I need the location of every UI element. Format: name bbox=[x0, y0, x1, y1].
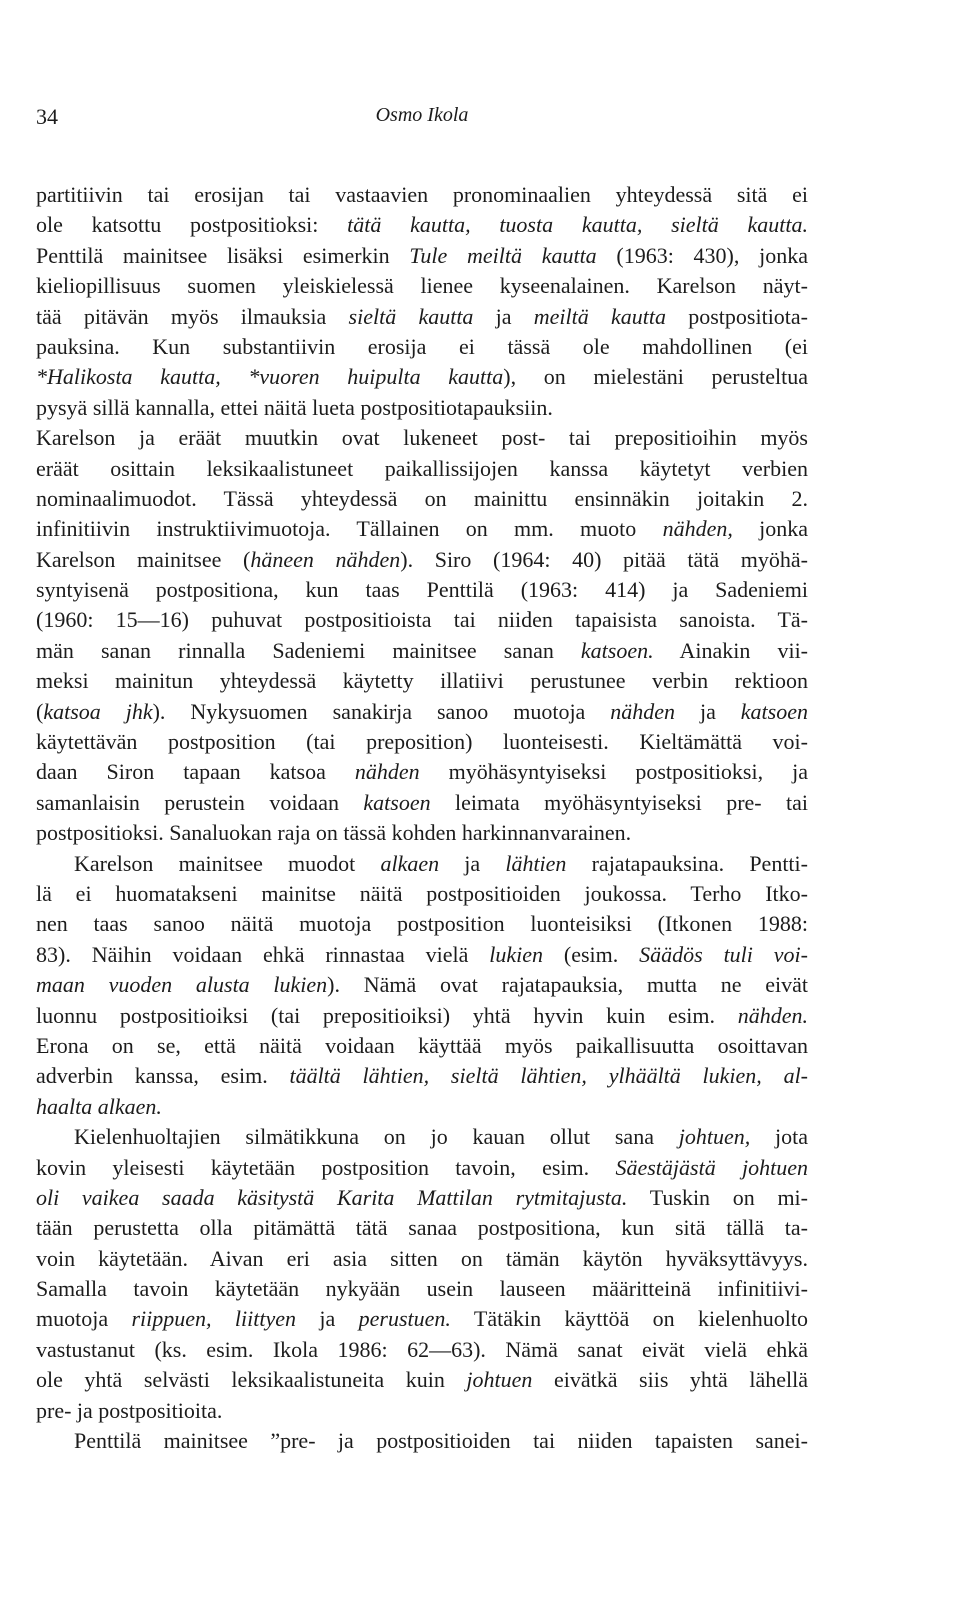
text-line: partitiivin tai erosijan tai vastaavien pronominaalien yhteydessä sitä ei bbox=[36, 182, 808, 207]
text-line: Penttilä mainitsee lisäksi esimerkin Tule meiltä kautta (1963: 430), jonka bbox=[36, 242, 808, 268]
text-line: Karelson mainitsee muodot alkaen ja lähtien rajatapauksina. Pentti- bbox=[74, 850, 808, 876]
text-line: kieliopillisuus suomen yleiskielessä lienee kyseenalainen. Karelson näyt- bbox=[36, 273, 808, 299]
text-line: tää pitävän myös ilmauksia sieltä kautta ja meiltä kautta postpositiota- bbox=[36, 303, 808, 329]
text-line: postpositioksi. Sanaluokan raja on tässä kohden harkinnanvarainen. bbox=[36, 820, 632, 846]
text-line: meksi mainitun yhteydessä käytetty illatiivi perustunee verbin rektioon bbox=[36, 668, 808, 694]
text-line: voin käytetään. Aivan eri asia sitten on tämän käytön hyväksyttävyys. bbox=[36, 1245, 808, 1271]
text-line: Karelson mainitsee (häneen nähden). Siro (1964: 40) pitää tätä myöhä- bbox=[36, 546, 808, 572]
text-line: pysyä sillä kannalla, ettei näitä lueta postpositiotapauksiin. bbox=[36, 394, 553, 420]
running-head: Osmo Ikola bbox=[375, 104, 469, 126]
text-line: daan Siron tapaan katsoa nähden myöhäsyntyiseksi postpositioksi, ja bbox=[36, 759, 808, 785]
text-line: Kielenhuoltajien silmätikkuna on jo kauan ollut sana johtuen, jota bbox=[74, 1124, 808, 1150]
text-line: samanlaisin perustein voidaan katsoen leimata myöhäsyntyiseksi pre- tai bbox=[36, 789, 808, 815]
text-line: Samalla tavoin käytetään nykyään usein lauseen määritteinä infinitiivi- bbox=[36, 1276, 808, 1302]
text-line: tään perustetta olla pitämättä tätä sanaa postpositiona, kun sitä tällä ta- bbox=[36, 1215, 808, 1241]
text-line: luonnu postpositioiksi (tai prepositioiksi) yhtä hyvin kuin esim. nähden. bbox=[36, 1002, 808, 1028]
body-text bbox=[36, 180, 808, 1456]
text-line: (1960: 15—16) puhuvat postpositioista tai niiden tapaisista sanoista. Tä- bbox=[36, 607, 808, 633]
text-line: eräät osittain leksikaalistuneet paikallissijojen kanssa käytetyt verbien bbox=[36, 455, 808, 481]
text-line: nen taas sanoo näitä muotoja postposition luonteisiksi (Itkonen 1988: bbox=[36, 911, 808, 937]
text-line: muotoja riippuen, liittyen ja perustuen. Tätäkin käyttöä on kielenhuolto bbox=[36, 1306, 808, 1332]
text-line: 83). Näihin voidaan ehkä rinnastaa vielä lukien (esim. Säädös tuli voi- bbox=[36, 941, 808, 967]
text-line: män sanan rinnalla Sadeniemi mainitsee sanan katsoen. Ainakin vii- bbox=[36, 637, 808, 663]
text-line: haalta alkaen. bbox=[36, 1093, 162, 1119]
text-line: kovin yleisesti käytetään postposition tavoin, esim. Säestäjästä johtuen bbox=[36, 1154, 808, 1180]
text-line: nominaalimuodot. Tässä yhteydessä on mainittu ensinnäkin joitakin 2. bbox=[36, 485, 808, 511]
text-line: infinitiivin instruktiivimuotoja. Tällainen on mm. muoto nähden, jonka bbox=[36, 516, 808, 542]
text-line: maan vuoden alusta lukien). Nämä ovat rajatapauksia, mutta ne eivät bbox=[36, 972, 808, 998]
text-line: adverbin kanssa, esim. täältä lähtien, sieltä lähtien, ylhäältä lukien, al- bbox=[36, 1063, 808, 1089]
text-line: vastustanut (ks. esim. Ikola 1986: 62—63). Nämä sanat eivät vielä ehkä bbox=[36, 1336, 808, 1362]
text-line: pauksina. Kun substantiivin erosija ei tässä ole mahdollinen (ei bbox=[36, 333, 808, 359]
text-line: käytettävän postposition (tai preposition) luonteisesti. Kieltämättä voi- bbox=[36, 729, 808, 755]
text-line: Karelson ja eräät muutkin ovat lukeneet post- tai prepositioihin myös bbox=[36, 425, 808, 451]
text-line: Penttilä mainitsee ”pre- ja postpositioiden tai niiden tapaisten sanei- bbox=[74, 1428, 808, 1454]
text-line: *Halikosta kautta, *vuoren huipulta kautta), on mielestäni perusteltua bbox=[36, 364, 808, 390]
text-line: lä ei huomatakseni mainitse näitä postpositioiden joukossa. Terho Itko- bbox=[36, 880, 808, 906]
page-header bbox=[36, 104, 808, 134]
page-number: 34 bbox=[36, 104, 58, 129]
text-line: ole yhtä selvästi leksikaalistuneita kuin johtuen eivätkä siis yhtä lähellä bbox=[36, 1367, 808, 1393]
text-line: Erona on se, että näitä voidaan käyttää myös paikallisuutta osoittavan bbox=[36, 1032, 808, 1058]
text-line: (katsoa jhk). Nykysuomen sanakirja sanoo muotoja nähden ja katsoen bbox=[36, 698, 808, 724]
text-line: oli vaikea saada käsitystä Karita Mattilan rytmitajusta. Tuskin on mi- bbox=[36, 1184, 808, 1210]
text-line: ole katsottu postpositioksi: tätä kautta, tuosta kautta, sieltä kautta. bbox=[36, 212, 808, 238]
text-line: syntyisenä postpositiona, kun taas Penttilä (1963: 414) ja Sadeniemi bbox=[36, 577, 808, 603]
text-line: pre- ja postpositioita. bbox=[36, 1397, 223, 1423]
